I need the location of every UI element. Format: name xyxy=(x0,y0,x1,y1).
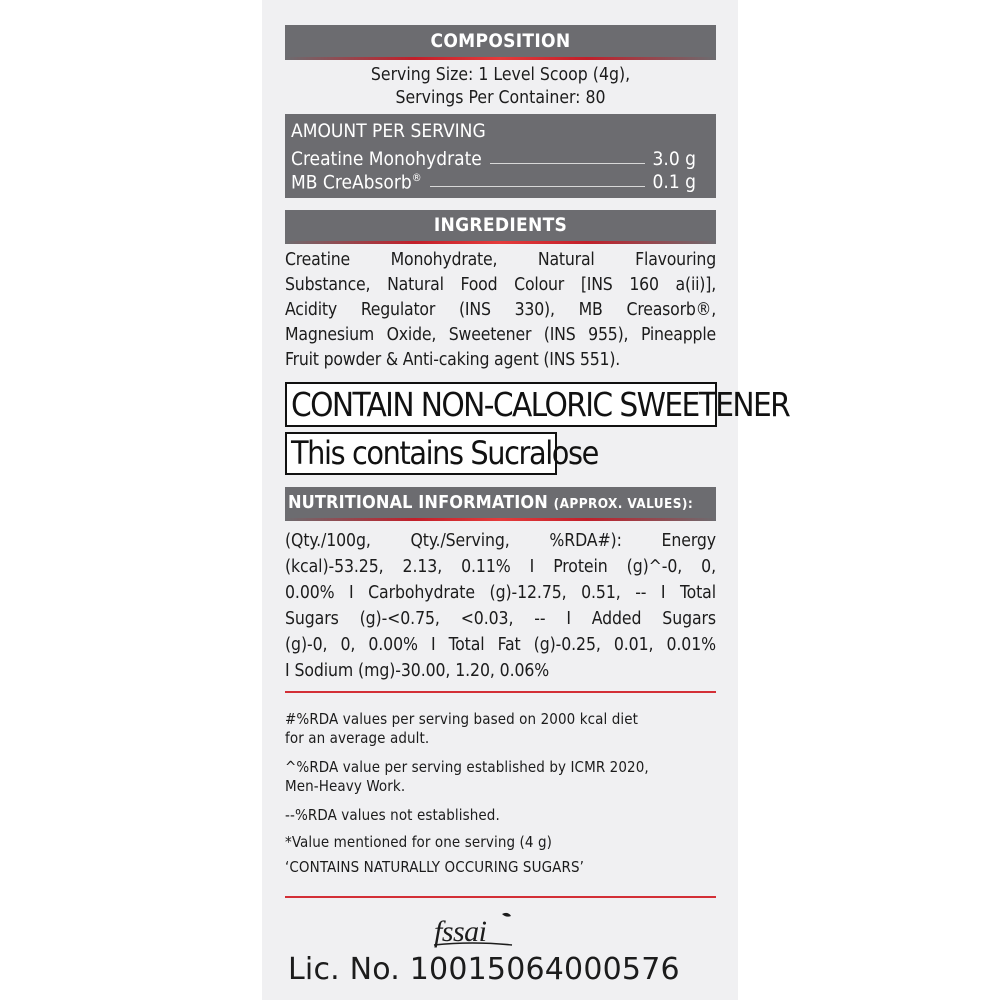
ingredients-line: Magnesium Oxide, Sweetener (INS 955), Pineapple xyxy=(285,325,716,345)
ingredients-line: Substance, Natural Food Colour [INS 160 a(ii)], xyxy=(285,275,716,295)
nutrition-line: I Sodium (mg)-30.00, 1.20, 0.06% xyxy=(285,661,550,681)
serving-size: Serving Size: 1 Level Scoop (4g), xyxy=(370,65,631,85)
nutrition-text xyxy=(285,528,716,684)
fssai-logo xyxy=(432,910,518,950)
composition-header-accent xyxy=(285,57,716,60)
nutrition-title: NUTRITIONAL INFORMATION (APPROX. VALUES): xyxy=(288,492,694,513)
fssai-license-number: Lic. No. 10015064000576 xyxy=(288,952,680,987)
composition-header xyxy=(285,25,716,57)
ingredients-line: Acidity Regulator (INS 330), MB Creasorb®, xyxy=(285,300,716,320)
ingredients-title: INGREDIENTS xyxy=(433,214,568,236)
amount-per-serving-title: AMOUNT PER SERVING xyxy=(291,120,486,142)
non-caloric-sweetener-warning: CONTAIN NON-CALORIC SWEETENER xyxy=(285,382,717,427)
amount-row-name: Creatine Monohydrate xyxy=(291,148,482,170)
amount-row-value: 3.0 g xyxy=(652,148,696,170)
leader-line xyxy=(490,163,645,164)
amount-row-creatine xyxy=(291,148,696,170)
amount-row-creabsorb xyxy=(291,171,696,193)
sucralose-warning: This contains Sucralose xyxy=(285,432,557,475)
nutrition-line: (kcal)-53.25, 2.13, 0.11% I Protein (g)^-0, 0, xyxy=(285,557,716,577)
nutrition-line: Sugars (g)-<0.75, <0.03, -- I Added Sugars xyxy=(285,609,716,629)
ingredients-text xyxy=(285,248,716,373)
composition-title: COMPOSITION xyxy=(430,30,571,52)
divider xyxy=(285,691,716,693)
ingredients-header xyxy=(285,210,716,241)
nutrition-subtitle: (APPROX. VALUES): xyxy=(553,496,694,512)
nutrition-header-accent xyxy=(285,518,716,521)
nutrition-line: (Qty./100g, Qty./Serving, %RDA#): Energy xyxy=(285,531,716,551)
nutrition-header xyxy=(285,487,716,518)
nutrition-line: 0.00% I Carbohydrate (g)-12.75, 0.51, -- I Total xyxy=(285,583,716,603)
leader-line xyxy=(430,186,645,187)
footnote-natural-sugars: ‘CONTAINS NATURALLY OCCURING SUGARS’ xyxy=(285,858,584,876)
nutrition-line: (g)-0, 0, 0.00% I Total Fat (g)-0.25, 0.01, 0.01% xyxy=(285,635,716,655)
footnote-rda-caret: ^%RDA value per serving established by ICMR 2020, Men-Heavy Work. xyxy=(285,758,649,795)
footnote-rda-dash: --%RDA values not established. xyxy=(285,806,500,824)
footnote-serving-note: *Value mentioned for one serving (4 g) xyxy=(285,833,553,851)
ingredients-line: Fruit powder & Anti-caking agent (INS 551). xyxy=(285,350,621,370)
amount-row-name: MB CreAbsorb® xyxy=(291,171,422,194)
servings-per-container: Servings Per Container: 80 xyxy=(395,88,606,108)
ingredients-header-accent xyxy=(285,241,716,244)
ingredients-line: Creatine Monohydrate, Natural Flavouring xyxy=(285,250,716,270)
divider xyxy=(285,896,716,898)
amount-row-value: 0.1 g xyxy=(652,171,696,194)
footnote-rda-hash: #%RDA values per serving based on 2000 kcal diet for an average adult. xyxy=(285,710,639,747)
fssai-logo-text: fssai xyxy=(434,915,487,948)
